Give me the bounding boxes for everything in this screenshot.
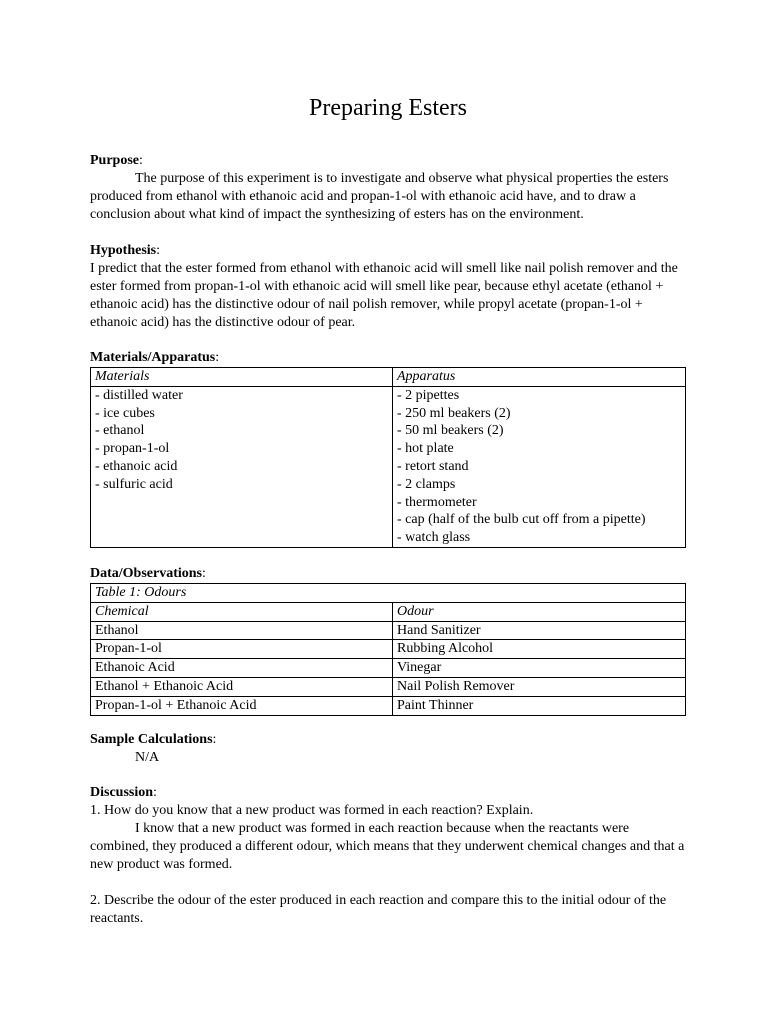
materials-table — [90, 367, 686, 548]
hypothesis-section: Hypothesis: I predict that the ester formed from ethanol with ethanoic acid will smell like nail polish remover and the ester formed from propan-1-ol with ethanoic acid will smell like pear, because ethyl acetate (ethanol + ethanoic acid) has the distinctive odour of nail polish remover, while propyl acetate (propan-1-ol + ethanoic acid) has the distinctive odour of pear. — [90, 242, 686, 332]
odour-header: Odour — [393, 602, 686, 621]
chemical-cell: Ethanoic Acid — [91, 659, 393, 678]
materials-section: Materials/Apparatus: Materials Apparatus - distilled water - ice cubes - ethanol - propan-1-ol - ethanoic acid - sulfuric acid - 2 pipettes - 250 ml beakers (2) - 50 ml beakers (2) - hot plate - retort stand - 2 clamps - thermometer - cap (half of the bulb cut off from a pipette) - watch glass — [90, 349, 686, 548]
apparatus-header: Apparatus — [393, 368, 686, 387]
odour-cell: Hand Sanitizer — [393, 621, 686, 640]
odour-cell: Vinegar — [393, 659, 686, 678]
table-row — [91, 621, 686, 640]
apparatus-item: - 50 ml beakers (2) — [397, 423, 504, 439]
chemical-cell: Propan-1-ol — [91, 640, 393, 659]
calculations-label: Sample Calculations — [90, 732, 213, 747]
chemical-header: Chemical — [91, 602, 393, 621]
data-label: Data/Observations — [90, 566, 202, 581]
apparatus-item: - 2 clamps — [397, 476, 456, 492]
material-item: - distilled water — [95, 387, 183, 403]
material-item: - ethanoic acid — [95, 458, 178, 474]
purpose-text: The purpose of this experiment is to investigate and observe what physical properties the esters produced from ethanol with ethanoic acid and propan-1-ol with ethanoic acid have, and to draw a conclusion about what kind of impact the synthesizing of esters has on the environment. — [90, 171, 669, 222]
odour-table-title: Table 1: Odours — [91, 584, 686, 603]
chemical-cell: Ethanol — [91, 621, 393, 640]
material-item: - sulfuric acid — [95, 476, 173, 492]
material-item: - propan-1-ol — [95, 441, 170, 457]
discussion-answer-1: I know that a new product was formed in each reaction because when the reactants were combined, they produced a different odour, which means that they underwent chemical changes and that a new product was formed. — [90, 821, 685, 872]
table-row — [91, 696, 686, 715]
discussion-question-1: 1. How do you know that a new product was formed in each reaction? Explain. — [90, 803, 534, 818]
table-row — [91, 659, 686, 678]
apparatus-item: - 250 ml beakers (2) — [397, 405, 511, 421]
chemical-cell: Ethanol + Ethanoic Acid — [91, 677, 393, 696]
data-section: Data/Observations: Table 1: Odours Chemical Odour Ethanol Hand Sanitizer Propan-1-ol Rubbing Alcohol Ethanoic Acid Vinegar Ethanol + Ethanoic Acid Nail Polish Remover Propan-1-ol + Ethanoic Acid Paint Thinner — [90, 565, 686, 716]
discussion-label: Discussion — [90, 785, 154, 800]
materials-header: Materials — [91, 368, 393, 387]
apparatus-item: - hot plate — [397, 441, 454, 457]
apparatus-item: - retort stand — [397, 458, 469, 474]
odour-table — [90, 583, 686, 716]
table-row — [91, 677, 686, 696]
apparatus-list-cell — [393, 386, 686, 547]
odour-cell: Paint Thinner — [393, 696, 686, 715]
table-row — [91, 640, 686, 659]
calculations-text: N/A — [135, 750, 160, 765]
materials-list — [95, 387, 388, 494]
odour-cell: Rubbing Alcohol — [393, 640, 686, 659]
purpose-label: Purpose — [90, 153, 139, 168]
purpose-section: Purpose: The purpose of this experiment is to investigate and observe what physical properties the esters produced from ethanol with ethanoic acid and propan-1-ol with ethanoic acid have, and to draw a conclusion about what kind of impact the synthesizing of esters has on the environment. — [90, 152, 686, 224]
discussion-section: Discussion: 1. How do you know that a new product was formed in each reaction? Explain. I know that a new product was formed in each reaction because when the reactants were combined, they produced a different odour, which means that they underwent chemical changes and that a new product was formed. 2. Describe the odour of the ester produced in each reaction and compare this to the initial odour of the reactants. — [90, 785, 685, 926]
apparatus-item: - 2 pipettes — [397, 387, 460, 403]
odour-rows — [91, 621, 686, 715]
hypothesis-text: I predict that the ester formed from ethanol with ethanoic acid will smell like nail polish remover and the ester formed from propan-1-ol with ethanoic acid will smell like pear, because ethyl acetate (ethanol + ethanoic acid) has the distinctive odour of nail polish remover, while propyl acetate (propan-1-ol + ethanoic acid) has the distinctive odour of pear. — [90, 261, 678, 330]
material-item: - ethanol — [95, 423, 145, 439]
apparatus-item: - cap (half of the bulb cut off from a pipette) — [397, 512, 646, 528]
odour-cell: Nail Polish Remover — [393, 677, 686, 696]
discussion-question-2: 2. Describe the odour of the ester produced in each reaction and compare this to the initial odour of the reactants. — [90, 893, 667, 926]
materials-label: Materials/Apparatus — [90, 350, 216, 365]
materials-list-cell — [91, 386, 393, 547]
apparatus-list — [397, 387, 681, 547]
chemical-cell: Propan-1-ol + Ethanoic Acid — [91, 696, 393, 715]
material-item: - ice cubes — [95, 405, 155, 421]
page-title: Preparing Esters — [309, 95, 467, 121]
apparatus-item: - watch glass — [397, 530, 471, 546]
apparatus-item: - thermometer — [397, 494, 477, 510]
hypothesis-label: Hypothesis — [90, 243, 157, 258]
calculations-section: Sample Calculations: N/A — [90, 731, 686, 767]
